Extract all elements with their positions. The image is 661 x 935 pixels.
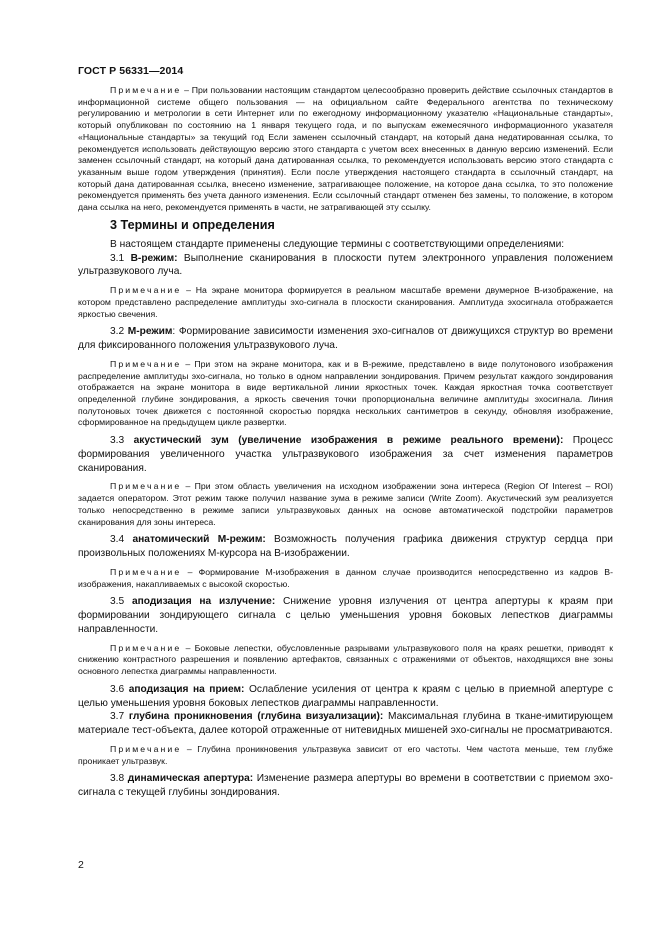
- note-text: – При этом на экране монитора, как и в В-режиме, представлено в виде полутонового изображения распределение амплитуды эхо-сигнала, но только в одном направлении зондирования. Причем результат каждого зондирования отображается на экране монитора в виде вертикальной линии яркостных точек. Каждая яркостная точка соответствует определенной глубине зондирования, а яркость свечения точки пропорциональна величине амплитуды эхосигнала. Линия полутоновых точек движется с постоянной скоростью порядка нескольких сантиметров в секунду, обновляя изображение, сформированное на предыдущем цикле развертки.: [78, 358, 613, 428]
- document-body: [78, 85, 613, 806]
- term-name: аподизация на прием:: [128, 683, 245, 695]
- term-definition: [78, 252, 613, 280]
- term-note: [78, 744, 613, 767]
- page-number: 2: [78, 859, 84, 871]
- note-label: Примечание: [110, 743, 182, 754]
- term-number: 3.2: [110, 326, 128, 338]
- term-name: аподизация на излучение:: [131, 596, 276, 608]
- note-label: Примечание: [110, 85, 182, 95]
- term-definition: [78, 595, 613, 636]
- term-number: 3.6: [110, 683, 129, 695]
- note-text: – Формирование М-изображения в данном случае производится непосредственно из кадров В-изображения, накапливаемых с высокой скоростью.: [78, 566, 613, 589]
- term-note: [78, 481, 613, 528]
- term-name: динамическая апертура:: [127, 773, 254, 785]
- term-text: Максимальная глубина в ткане-имитирующем материале тест-объекта, далее которой отраженные от нитевидных мишеней эхо-сигналы не просматриваются.: [78, 711, 613, 737]
- intro-note: [78, 85, 613, 214]
- term-definition: [78, 772, 613, 800]
- note-text: – Глубина проникновения ультразвука зависит от его частоты. Чем частота меньше, тем глубже проникает ультразвук.: [78, 743, 613, 766]
- term-name: анатомический М-режим:: [132, 534, 266, 546]
- term-text: : Формирование зависимости изменения эхо-сигналов от движущихся структур во времени для фиксированного положения ультразвукового луча.: [78, 326, 613, 352]
- term-name: глубина проникновения (глубина визуализации):: [128, 711, 384, 723]
- term-definition: [78, 325, 613, 353]
- term-text: Снижение уровня излучения от центра апертуры к краям при формировании зондирующего сигнала с целью уменьшения уровня боковых лепестков диаграммы направленности.: [78, 596, 613, 635]
- term-name: В-режим:: [130, 252, 178, 264]
- term-number: 3.3: [110, 435, 134, 447]
- term-number: 3.1: [110, 252, 131, 264]
- term-note: [78, 567, 613, 590]
- note-text: – На экране монитора формируется в реальном масштабе времени двумерное В-изображение, на котором представлено распределение амплитуды эхо-сигнала в плоскости сканирования. Амплитуда эхосигнала отображается яркостью свечения.: [78, 285, 613, 319]
- section-intro: В настоящем стандарте применены следующие термины с соответствующими определениями:: [110, 238, 565, 250]
- term-definition: [78, 710, 613, 738]
- note-label: Примечание: [110, 285, 182, 296]
- term-note: [78, 359, 613, 429]
- term-name: М-режим: [127, 326, 173, 338]
- note-label: Примечание: [110, 481, 182, 492]
- term-definition: [78, 533, 613, 561]
- term-number: 3.4: [110, 534, 133, 546]
- document-header: ГОСТ Р 56331—2014: [78, 65, 184, 77]
- note-label: Примечание: [110, 642, 182, 653]
- term-note: [78, 643, 613, 678]
- term-text: Ослабление усиления от центра к краям с целью в приемной апертуре с целью уменьшения уровня боковых лепестков диаграммы направленности.: [78, 683, 613, 709]
- note-text: – При этом область увеличения на исходном изображении зона интереса (Region Of Interest – ROI) задается оператором. Этот режим также получил название зума в режиме записи (Write Zoom). Акустический зум реализуется только непосредственно в режиме записи ультразвуковых данных на основе автоматической подстройки параметров сканирования для зоны интереса.: [78, 481, 613, 527]
- term-name: акустический зум (увеличение изображения в режиме реального времени):: [133, 435, 564, 447]
- term-number: 3.5: [110, 596, 132, 608]
- term-note: [78, 285, 613, 320]
- term-number: 3.7: [110, 711, 129, 723]
- term-number: 3.8: [110, 773, 128, 785]
- term-definition: [78, 434, 613, 475]
- term-text: Изменение размера апертуры во времени в соответствии с приемом эхо-сигнала с текущей глубины зондирования.: [78, 773, 613, 799]
- term-text: Возможность получения графика движения структур сердца при произвольных положениях М-курсора на В-изображении.: [78, 534, 613, 560]
- term-text: Процесс формирования увеличенного участка ультразвукового изображения за счет изменения параметров сканирования.: [78, 435, 614, 474]
- section-heading: 3 Термины и определения: [110, 217, 275, 232]
- note-text: – При пользовании настоящим стандартом целесообразно проверить действие ссылочных стандартов в информационной системе общего пользования — на официальном сайте Федерального агентства по техническому регулированию и метрологии в сети Интернет или по ежегодному информационному указателю «Национальные стандарты», который опубликован по состоянию на 1 января текущего года, и по выпускам ежемесячного информационного указателя «Национальные стандарты» за текущий год Если заменен ссылочный стандарт, на который дана недатированная ссылка, то рекомендуется использовать действующую версию этого стандарта с учетом всех внесенных в данную версию изменений. Если заменен ссылочный стандарт, на который дана датированная ссылка, то рекомендуется использовать версию этого стандарта с указанным выше годом утверждения (принятия). Если после утверждения настоящего стандарта в ссылочный стандарт, на который дана датированная ссылка, внесено изменение, затрагивающее положение, на которое дана ссылка, то это положение рекомендуется применять без учета данного изменения. Если ссылочный стандарт отменен без замены, то положение, в котором дана ссылка на него, рекомендуется применять в части, не затрагивающей эту ссылку.: [78, 85, 613, 213]
- term-text: Выполнение сканирования в плоскости путем электронного управления положением ультразвукового луча.: [78, 252, 614, 278]
- term-definition: [78, 683, 613, 711]
- note-label: Примечание: [110, 358, 182, 369]
- note-label: Примечание: [110, 566, 182, 577]
- note-text: – Боковые лепестки, обусловленные разрывами ультразвукового поля на краях решетки, приводят к снижению контрастного разрешения и появлению артефактов, связанных с отражениями от объектов, находящихся вне зоны основного лепестка диаграммы направленности.: [78, 642, 613, 677]
